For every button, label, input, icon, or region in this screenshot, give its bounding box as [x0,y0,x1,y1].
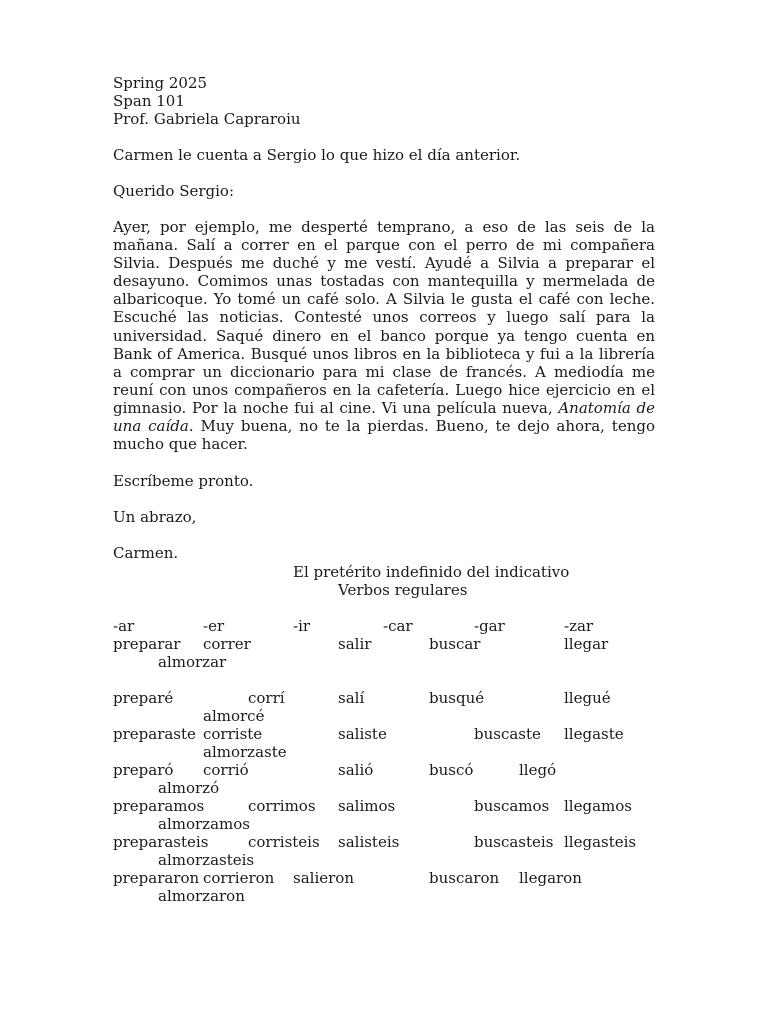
salutation: Querido Sergio: [113,182,235,200]
conj-yo-buscar: busqué [429,689,485,707]
conj-el-salir: salió [338,761,374,779]
infinitive-almorzar: almorzar [158,653,227,671]
conj-ellos-correr: corrieron [203,869,275,887]
conj-ellos-llegar: llegaron [519,869,582,887]
conj-yo-preparar: preparé [113,689,174,707]
conj-el-almorzar: almorzó [158,779,220,797]
ending-ir: -ir [293,617,311,635]
conj-vosotros-buscar: buscasteis [474,833,554,851]
write-soon-line: Escríbeme pronto. [113,472,254,490]
ending-zar: -zar [564,617,594,635]
conj-tu-correr: corriste [203,725,263,743]
conj-ellos-almorzar: almorzaron [158,887,245,905]
conj-nosotros-preparar: preparamos [113,797,205,815]
conj-tu-preparar: preparaste [113,725,196,743]
conj-el-buscar: buscó [429,761,474,779]
movie-title: Anatomía de una caída [113,398,655,436]
letter-body [113,218,655,453]
conj-nosotros-salir: salimos [338,797,396,815]
hug-line: Un abrazo, [113,508,197,526]
signature: Carmen. [113,544,179,562]
conj-vosotros-preparar: preparasteis [113,833,209,851]
conj-vosotros-correr: corristeis [248,833,320,851]
conj-ellos-preparar: prepararon [113,869,200,887]
conj-tu-salir: saliste [338,725,387,743]
conj-vosotros-almorzar: almorzasteis [158,851,255,869]
conj-nosotros-correr: corrimos [248,797,316,815]
conj-nosotros-buscar: buscamos [474,797,550,815]
conj-el-llegar: llegó [519,761,557,779]
conj-nosotros-llegar: llegamos [564,797,632,815]
letter-body-part1: Ayer, por ejemplo, me desperté temprano, a eso de las seis de la mañana. Salí a correr en el parque con el perro de mi compañera Silvia. Después me duché y me vestí. Ayudé a Silvia a preparar el desayuno. Comimos unas tostadas con mantequilla y mermelada de albaricoque. Yo tomé un café solo. A Silvia le gusta el café con leche. Escuché las noticias. Contesté unos correos y luego salí para la universidad. Saqué dinero en el banco porque ya tengo cuenta en Bank of America. Busqué unos libros en la biblioteca y fui a la librería a comprar un diccionario para mi clase de francés. A mediodía me reuní con unos compañeros en la cafetería. Luego hice ejercicio en el gimnasio. Por la noche fui al cine. Vi una película nueva, [113,218,655,417]
professor-line: Prof. Gabriela Capraroiu [113,110,301,128]
infinitive-salir: salir [338,635,372,653]
conj-tu-llegar: llegaste [564,725,624,743]
ending-ar: -ar [113,617,135,635]
conj-ellos-salir: salieron [293,869,354,887]
conj-yo-correr: corrí [248,689,285,707]
ending-car: -car [383,617,413,635]
infinitive-preparar: preparar [113,635,181,653]
infinitive-correr: correr [203,635,251,653]
grammar-title: El pretérito indefinido del indicativo [293,563,570,581]
infinitive-llegar: llegar [564,635,609,653]
conj-yo-salir: salí [338,689,365,707]
conj-nosotros-almorzar: almorzamos [158,815,250,833]
grammar-subtitle: Verbos regulares [338,581,468,599]
conj-tu-almorzar: almorzaste [203,743,287,761]
ending-gar: -gar [474,617,505,635]
conj-vosotros-salir: salisteis [338,833,400,851]
infinitive-buscar: buscar [429,635,481,653]
term-line: Spring 2025 [113,74,208,92]
conj-tu-buscar: buscaste [474,725,541,743]
ending-er: -er [203,617,225,635]
conj-yo-almorzar: almorcé [203,707,265,725]
conj-vosotros-llegar: llegasteis [564,833,637,851]
conj-el-correr: corrió [203,761,249,779]
conj-ellos-buscar: buscaron [429,869,500,887]
conj-yo-llegar: llegué [564,689,611,707]
letter-body-part2: . Muy buena, no te la pierdas. Bueno, te dejo ahora, tengo mucho que hacer. [113,417,655,454]
course-line: Span 101 [113,92,185,110]
conj-el-preparar: preparó [113,761,174,779]
intro-sentence: Carmen le cuenta a Sergio lo que hizo el día anterior. [113,146,521,164]
